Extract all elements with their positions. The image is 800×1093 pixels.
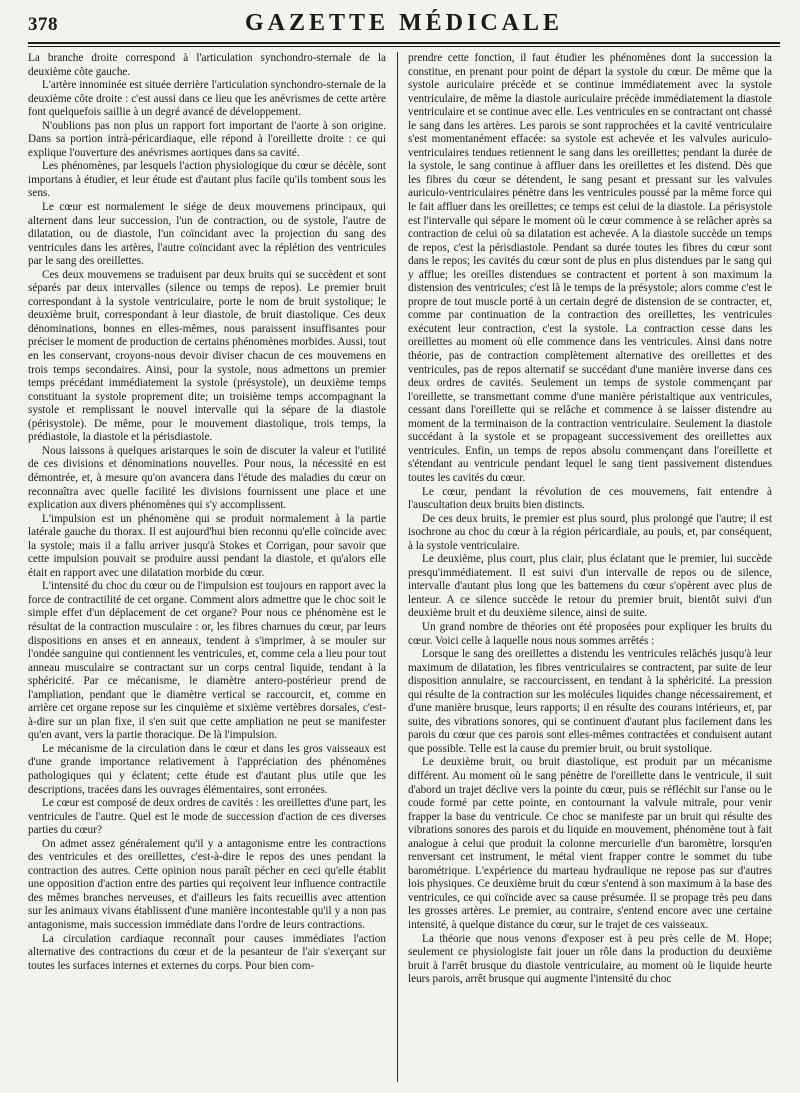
paragraph: Lorsque le sang des oreillettes a distendu les ventricules relâchés jusqu'à leur maximum de dilatation, les fibres ventriculaires se contractent, par suite de leur disposition annulaire, se raccourcissent, en tendant à la sphéricité. La pression qui résulte de la contraction sur les molécules liquides change nécessairement, et d'une manière brusque, leurs rapports; il en résulte des courans intérieurs, et, par suite, des vibrations sonores, qui se continuent d'autant plus facilement dans les parois du cœur que ces parois sont elles-mêmes contractées et conduisent autant que possible. Telle est la cause du premier bruit, ou bruit systolique.	[408, 648, 772, 755]
paragraph: prendre cette fonction, il faut étudier les phénomènes dont la succession la constitue, en prenant pour point de départ la systole du cœur. De même que la systole auriculaire précède et se continue immédiatement avec la systole ventriculaire, de même la diastole auriculaire précède immédiatement la diastole ventriculaire et se continue avec elle. Les ventricules en se contractant ont chassé le sang dans les artères. Les parois se sont rapprochées et la cavité ventriculaire s'est momentanément effacée: sa systole est achevée et les valvules auriculo-ventriculaires tendues retiennent le sang dans les oreillettes; pendant la durée de la systole, le sang continue à affluer dans les oreillettes et les distend. Dès que les fibres du cœur se détendent, le sang pesant et pressant sur les valvules auriculo-ventriculaires pénètre dans les ventricules poussé par la même force qui le fait affluer dans les oreillettes; ce temps est celui de la diastole. La périsystole est l'intervalle qui sépare le moment où le cœur commence à se relâcher après sa contraction de celui où sa dilatation est achevée. A la diastole succède un temps de repos, c'est la périsdiastole. Pendant sa durée toutes les fibres du cœur sont dans le repos; les cavités du cœur sont de plus en plus distendues par le sang qui y afflue; les oreilles distendues se contractent et portent à son maximum la distension des ventricules; c'est là le temps de la présystole; alors comme c'est le propre de tout muscle porté à un certain degré de distension de se contracter, et, comme par continuation de la contraction des oreillettes, les ventricules exécutent leur contraction, c'est la systole. La contraction cesse dans les oreillettes au moment où elle commence dans les ventricules. Ainsi dans notre théorie, pas de contraction complètement alternative des oreillettes et des ventricules, pas de repos alternatif se succédant d'une manière inverse dans ces deux ordres de cavités. Seulement un temps de systole commençant par l'oreillette, se transmettant comme d'une manière péristaltique aux ventricules, cessant dans l'oreillette qui se relâche et commence à se laisser distendre au moment de la terminaison de la contraction ventriculaire. Seulement la diastole succédant à la systole et se propageant successivement des oreillettes aux ventricules. Enfin, un temps de repos absolu commençant dans l'oreillette et s'étendant au ventricule pendant lequel le sang tient passivement distendues toutes les cavités du cœur.	[408, 52, 772, 484]
paragraph: Nous laissons à quelques aristarques le soin de discuter la valeur et l'utilité de ces divisions et dénominations nouvelles. Pour nous, la nécessité en est démontrée, et, à mesure qu'on avancera dans l'étude des maladies du cœur on reconnaîtra avec quelle facilité les divisions fournissent une place et une explication aux divers phénomènes qui s'y accomplissent.	[28, 444, 386, 512]
journal-title: GAZETTE MÉDICALE	[244, 10, 564, 36]
paragraph: Le cœur, pendant la révolution de ces mouvemens, fait entendre à l'auscultation deux bruits bien distincts.	[408, 485, 772, 512]
paragraph: La circulation cardiaque reconnaît pour causes immédiates l'action alternative des contractions du cœur et de la pesanteur de l'air s'exerçant sur toutes les surfaces internes et externes du corps. Pour bien com-	[28, 932, 386, 972]
paragraph: Le cœur est normalement le siége de deux mouvemens principaux, qui alternent dans leur succession, l'un de contraction, ou de systole, l'autre de dilatation, ou de diastole, l'un coïncidant avec la projection du sang des ventricules dans les artères, l'autre coïncidant avec la réplétion des ventricules par le sang des oreillettes.	[28, 201, 386, 268]
paragraph: L'artère innominée est située derrière l'articulation synchondro-sternale de la deuxième côte droite : c'est aussi dans ce lieu que les anévrismes de cette artère font quelquefois saillie à un degré avancé de développement.	[28, 79, 386, 119]
paragraph: Le deuxième bruit, ou bruit diastolique, est produit par un mécanisme différent. Au moment où le sang pénètre de l'oreillette dans le ventricule, il suit d'abord un trajet déclive vers la pointe du cœur, puis se réfléchit sur l'anse ou le coude formé par cette pointe, en contournant la valvule mitrale, pour venir frapper la base du ventricule. Ce choc se manifeste par un bruit qui résulte des vibrations sonores des parois et du liquide en mouvement, phénomène tout à fait analogue à celui que produit la colonne mercurielle d'un baromètre, lorsqu'en renversant cet instrument, le métal vient frapper contre le sommet du tube barométrique. L'expérience du marteau hydraulique ne repose pas sur d'autres lois physiques. Ce deuxième bruit du cœur s'entend à son maximum à la base des ventricules, ce qui coïncide avec sa cause présumée. Il se propage très peu dans les grosses artères. Le premier, au contraire, s'entend encore avec une certaine intensité, à quelque distance du cœur, sur le trajet de ces vaisseaux.	[408, 756, 772, 931]
left-column	[28, 52, 386, 1092]
paragraph: On admet assez généralement qu'il y a antagonisme entre les contractions des ventricules et des oreillettes, c'est-à-dire le repos des unes pendant la contraction des autres. Cette opinion nous paraît pécher en ceci qu'elle établit une opposition d'action entre des parties qui reçoivent leur influence contractile des mêmes branches nerveuses, et d'ailleurs les faits recueillis avec attention sur les animaux vivans établissent d'une manière incontestable qu'il y a non pas antagonisme, mais succession immédiate dans l'ordre de leurs contractions.	[28, 837, 386, 931]
paragraph: La théorie que nous venons d'exposer est à peu près celle de M. Hope; seulement ce physiologiste fait jouer un rôle dans la production du deuxième bruit à l'arrêt brusque du diastole ventriculaire, au moment où le liquide heurte leurs parois, arrêt brusque qui augmente l'intensité du choc	[408, 932, 772, 986]
right-column	[408, 52, 772, 1092]
paragraph: L'impulsion est un phénomène qui se produit normalement à la partie latérale gauche du thorax. Il est aujourd'hui bien reconnu qu'elle coïncide avec la systole; mais il a fallu arriver jusqu'à Stokes et Corrigan, pour savoir que cette impulsion pouvait se produire aussi pendant la diastole, et qu'alors elle était en rapport avec une dilatation morbide du cœur.	[28, 512, 386, 579]
page-number: 378	[28, 14, 58, 35]
column-divider	[397, 52, 398, 1082]
paragraph: N'oublions pas non plus un rapport fort important de l'aorte à son origine. Dans sa portion intrà-péricardiaque, elle répond à l'oreillette droite : ce qui explique l'ouverture des anévrismes aortiques dans sa cavité.	[28, 119, 386, 159]
paragraph: Le mécanisme de la circulation dans le cœur et dans les gros vaisseaux est d'une grande importance relativement à l'appréciation des phénomènes pathologiques qui y éclatent; cette étude est d'autant plus utile que les descriptions, tracées dans les ouvrages élémentaires, sont erronées.	[28, 742, 386, 796]
paragraph: Un grand nombre de théories ont été proposées pour expliquer les bruits du cœur. Voici celle à laquelle nous nous sommes arrêtés :	[408, 620, 772, 647]
header-rule-thin	[28, 46, 780, 47]
paragraph: Ces deux mouvemens se traduisent par deux bruits qui se succèdent et sont séparés par deux intervalles (silence ou temps de repos). Le premier bruit correspondant à la systole ventriculaire, porte le nom de bruit systolique; le deuxième bruit, correspondant à leur diastole, de bruit diastolique. Ces deux dénominations, bonnes en elles-mêmes, nous paraissent insuffisantes pour préciser le moment de production de certains phénomènes morbides. Aussi, tout en les conservant, croyons-nous devoir diviser chacun de ces mouvemens en trois temps secondaires. Ainsi, pour la systole, nous admettons un premier temps précédant immédiatement la systole (présystole), un deuxième temps constituant la systole proprement dite; un troisième temps accompagnant la systole et remplissant le nouvel intervalle qui la sépare de la diastole (périsystole). De même, pour le mouvement diastolique, trois temps, la prédiastole, la diastole et la périsdiastole.	[28, 268, 386, 444]
page-header	[28, 8, 780, 42]
header-rule	[28, 42, 780, 44]
paragraph: De ces deux bruits, le premier est plus sourd, plus prolongé que l'autre; il est isochrone au choc du cœur à la région péricardiale, au pouls, et, par conséquent, à la systole ventriculaire.	[408, 512, 772, 552]
paragraph: Le deuxième, plus court, plus clair, plus éclatant que le premier, lui succède presqu'immédiatement. Il est suivi d'un intervalle de repos ou de silence, intervalle d'autant plus long que les battemens du cœur s'opèrent avec plus de lenteur. A ce silence succède le retour du premier bruit, bientôt suivi d'un deuxième bruit et du deuxième silence, ainsi de suite.	[408, 553, 772, 620]
paragraph: Les phénomènes, par lesquels l'action physiologique du cœur se décèle, sont importans à étudier, et leur étude est d'autant plus facile qu'ils tombent sous les sens.	[28, 160, 386, 200]
paragraph: La branche droite correspond à l'articulation synchondro-sternale de la deuxième côte gauche.	[28, 52, 386, 78]
paragraph: L'intensité du choc du cœur ou de l'impulsion est toujours en rapport avec la force de contractilité de cet organe. Comment alors admettre que le choc soit le simple effet d'un déplacement de cet organe? Pour nous ce phénomène est le résultat de la contraction musculaire : or, les fibres charnues du cœur, par leurs dispositions en anses et en anneaux, tendent à s'imprimer, à se mouler sur l'ondée sanguine qui contiennent les ventricules, et, comme cela a lieu pour tout anneau musculaire se contractant sur un corps central liquide, tendant à la sphéricité. Par ce mécanisme, le diamètre antero-postérieur prend de l'ampliation, pendant que le diamètre vertical se raccourcit, et, comme en arrière cet organe repose sur les cinquième et sixième vertèbres dorsales, c'est-à-dire sur un plan fixe, il s'en suit que cette ampliation ne peut se manifester qu'en avant, vers la partie thoracique. De là l'impulsion.	[28, 580, 386, 742]
paragraph: Le cœur est composé de deux ordres de cavités : les oreillettes d'une part, les ventricules de l'autre. Quel est le mode de succession d'action de ces diverses parties du cœur?	[28, 797, 386, 837]
